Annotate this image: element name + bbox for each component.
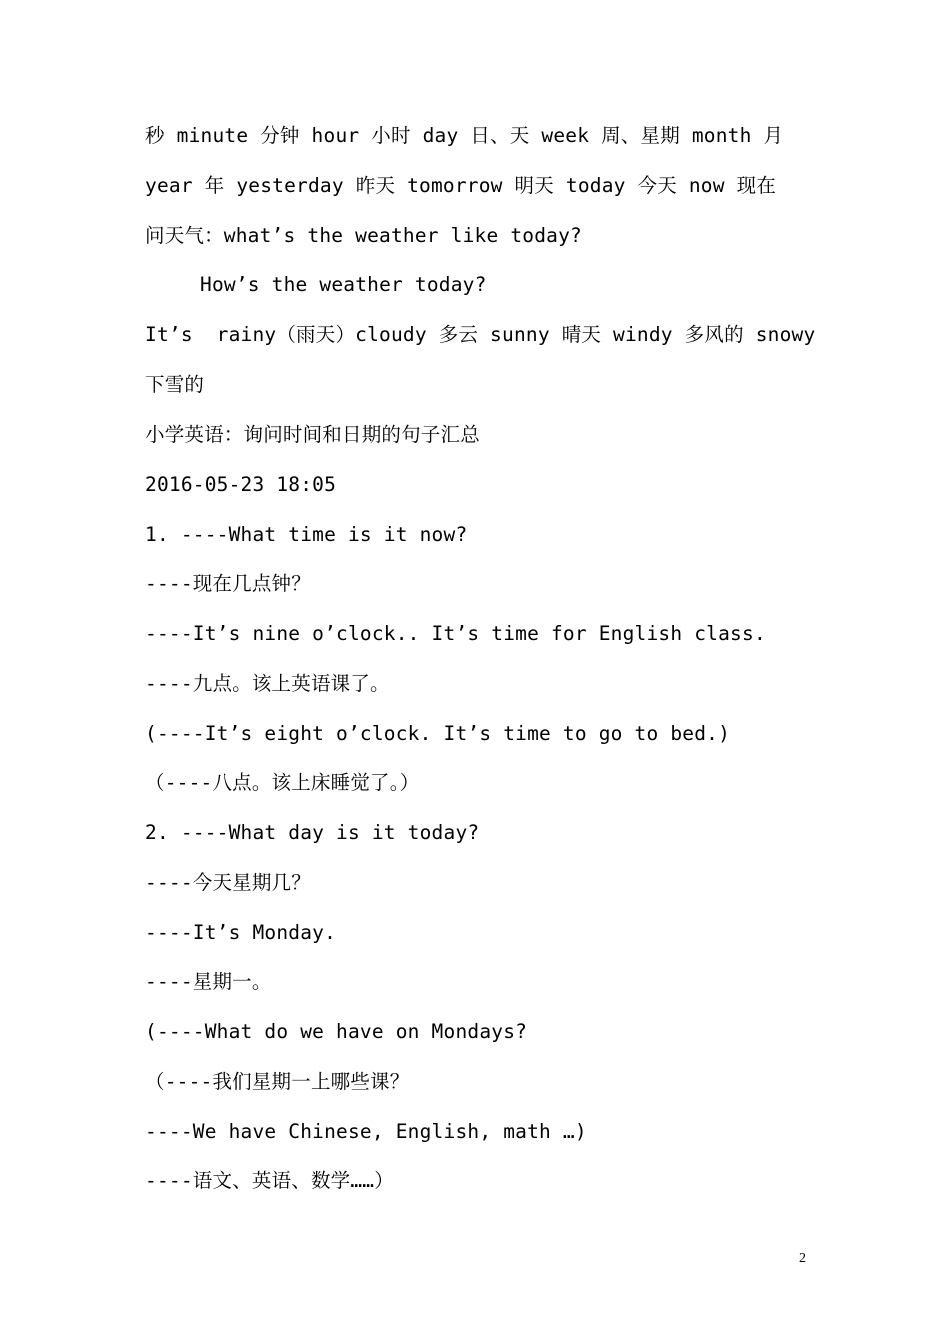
vocab-time-line-1: 秒 minute 分钟 hour 小时 day 日、天 week 周、星期 month 月 [145, 124, 784, 147]
dialogue-line: (----What do we have on Mondays? [145, 1020, 528, 1043]
section-title: 小学英语：询问时间和日期的句子汇总 [145, 423, 480, 446]
weather-vocab-line-2: 下雪的 [145, 373, 205, 396]
vocab-time-line-2: year 年 yesterday 昨天 tomorrow 明天 today 今天 now 现在 [145, 174, 777, 197]
page-number: 2 [799, 1251, 806, 1266]
section-date: 2016-05-23 18:05 [145, 473, 337, 496]
dialogue-line: ----It’s nine o’clock.. It’s time for English class. [145, 622, 766, 645]
dialogue-line: （----我们星期一上哪些课？ [145, 1070, 410, 1093]
dialogue-line: 2. ----What day is it today? [145, 821, 480, 844]
dialogue-line: ----现在几点钟？ [145, 572, 311, 595]
dialogue-line: ----星期一。 [145, 970, 272, 993]
dialogue-line: （----八点。该上床睡觉了。） [145, 771, 420, 794]
weather-vocab-line-1: It’s rainy（雨天）cloudy 多云 sunny 晴天 windy 多风的 snowy [145, 323, 816, 346]
weather-question-line-1: 问天气：what’s the weather like today? [145, 224, 582, 247]
dialogue-line: ----今天星期几？ [145, 871, 311, 894]
dialogue-line: ----We have Chinese, English, math …) [145, 1120, 587, 1143]
weather-question-line-2: How’s the weather today? [200, 273, 487, 296]
dialogue-line: ----九点。该上英语课了。 [145, 672, 390, 695]
dialogue-line: ----It’s Monday. [145, 921, 337, 944]
dialogue-line: 1. ----What time is it now? [145, 523, 468, 546]
dialogue-line: (----It’s eight o’clock. It’s time to go to bed.) [145, 722, 731, 745]
dialogue-line: ----语文、英语、数学……） [145, 1169, 394, 1192]
